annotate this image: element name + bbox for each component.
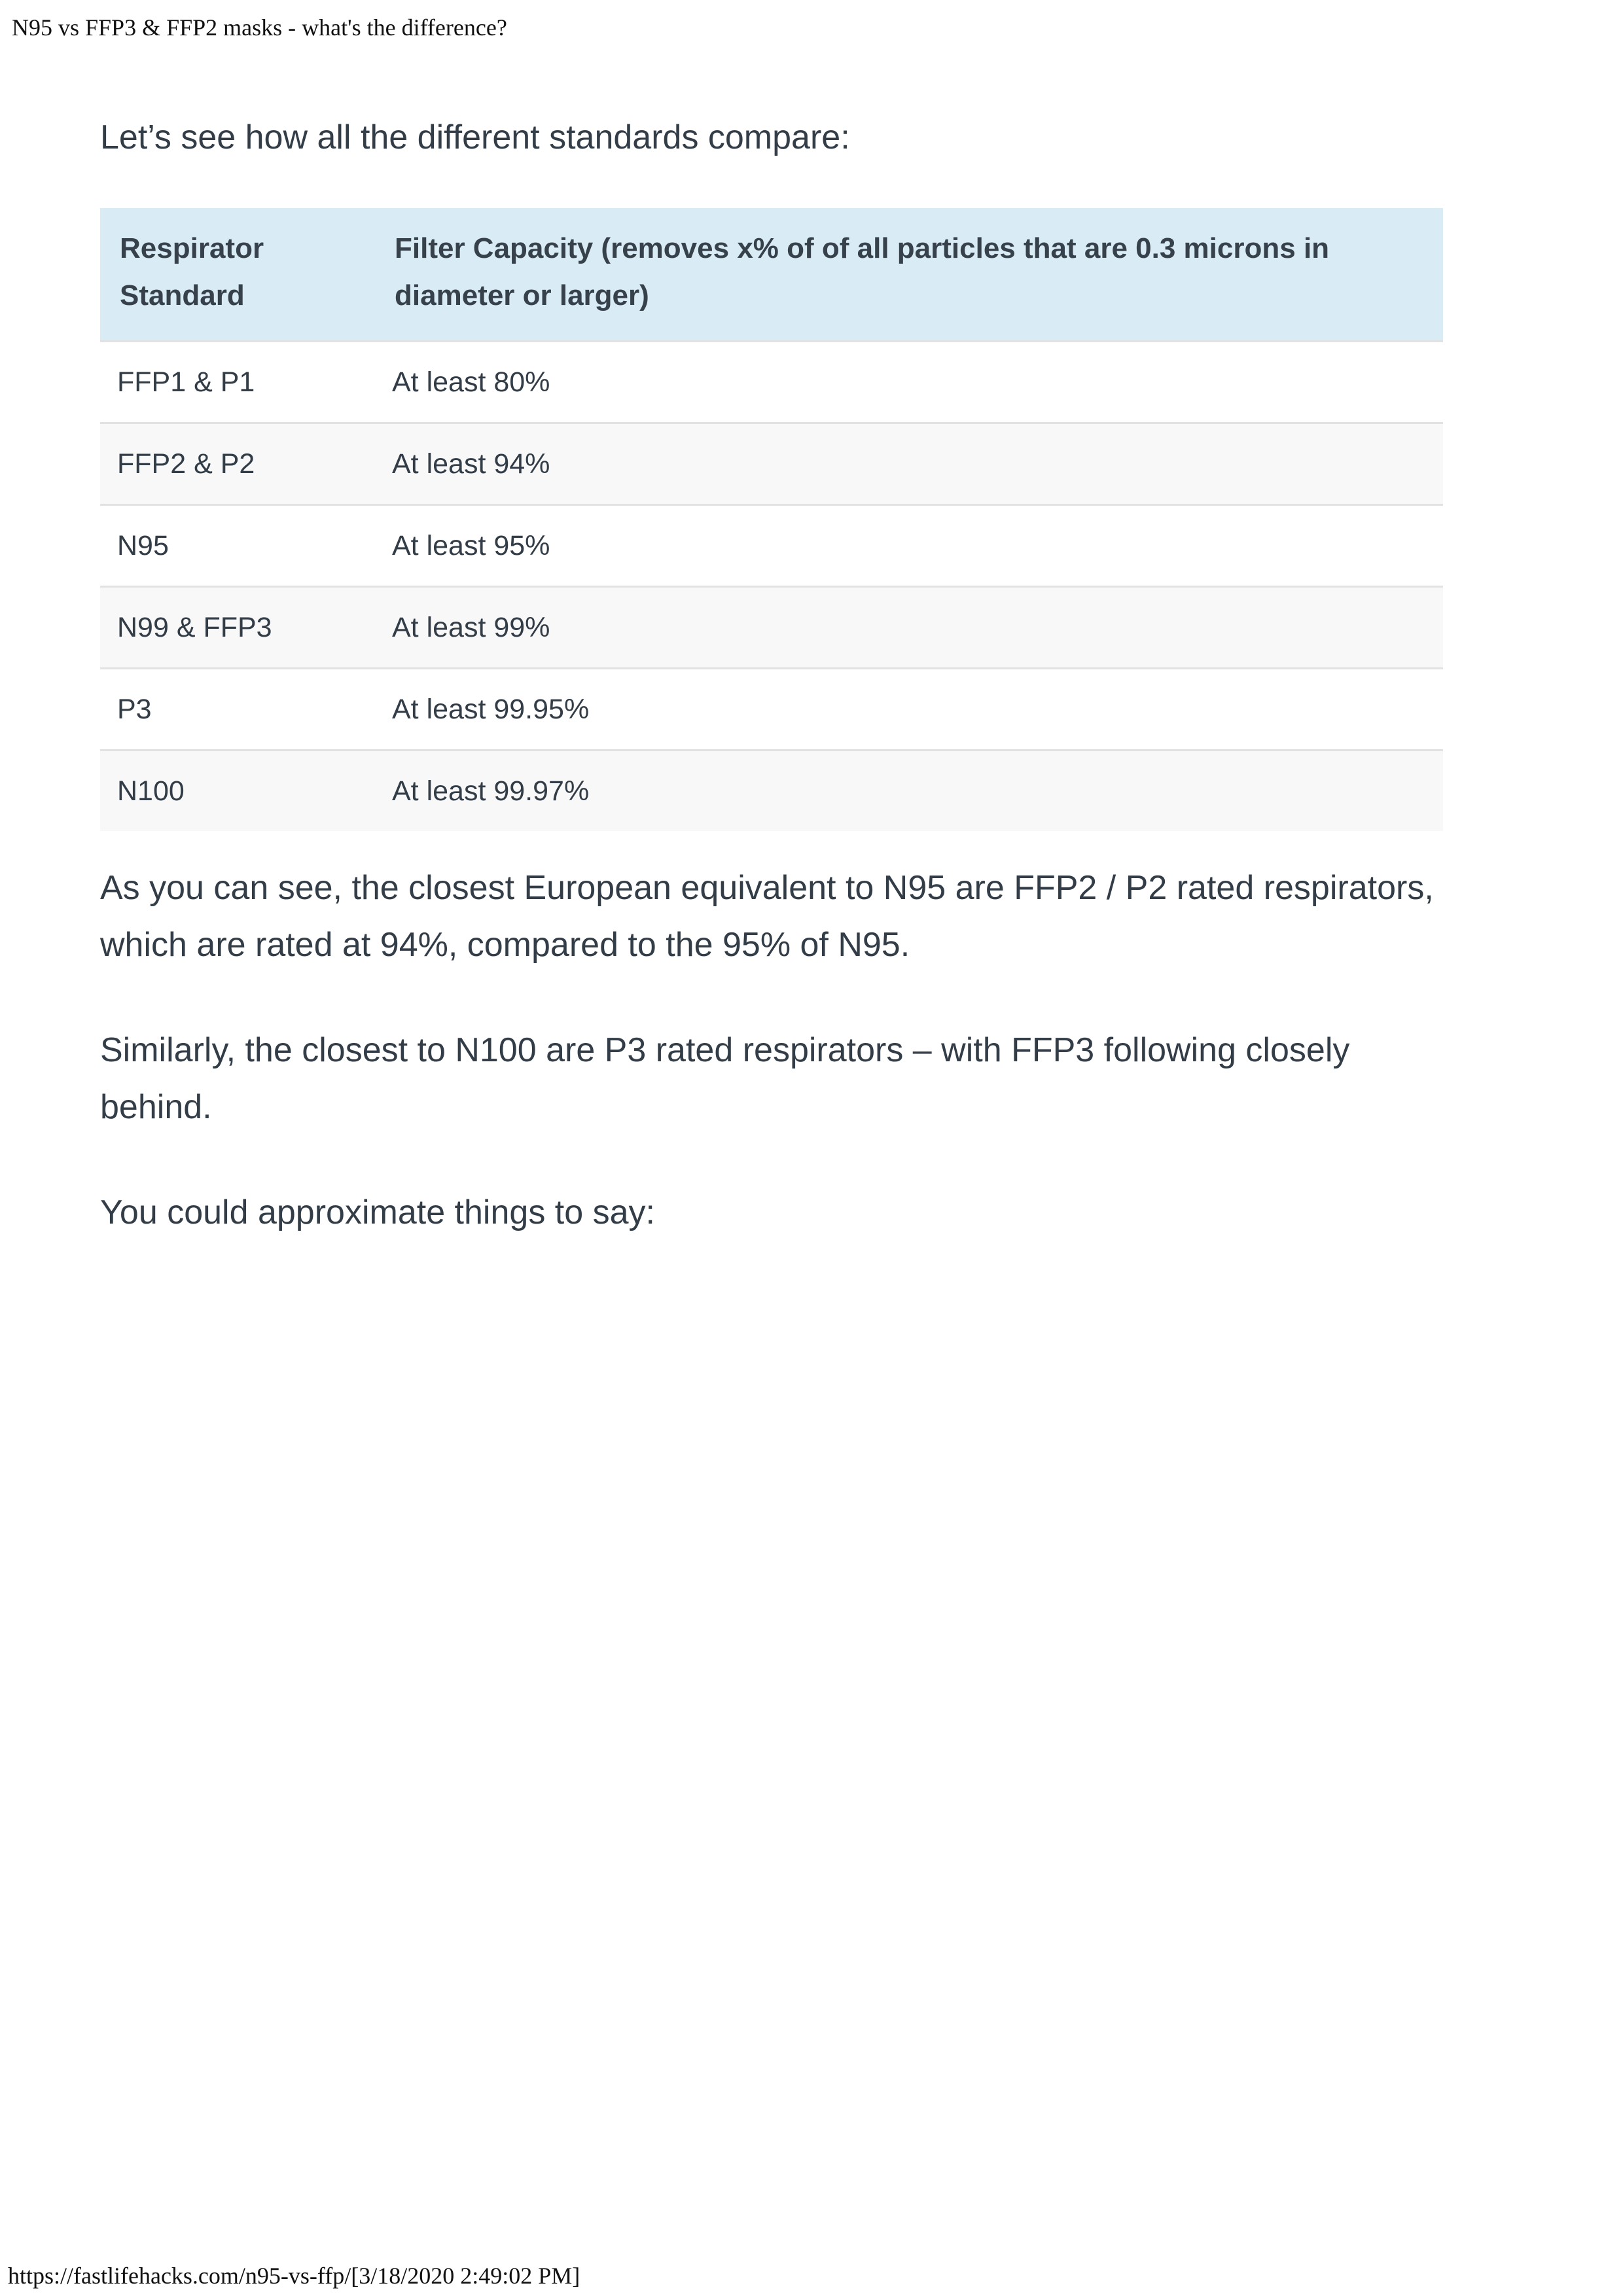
table-body xyxy=(100,342,1443,832)
respirator-standards-table xyxy=(100,208,1443,831)
intro-text: Let’s see how all the different standards compare: xyxy=(100,118,850,156)
table-row xyxy=(100,342,1443,423)
paragraph-approximation: You could approximate things to say: xyxy=(100,1193,655,1231)
header-filter-capacity: Filter Capacity (removes x% of of all particles that are 0.3 microns in diameter or larger) xyxy=(375,208,1443,342)
capacity-cell: At least 99.97% xyxy=(375,751,1443,832)
standard-cell: FFP2 & P2 xyxy=(100,423,375,505)
standard-cell: FFP1 & P1 xyxy=(100,342,375,423)
table-row xyxy=(100,423,1443,505)
standard-cell: N99 & FFP3 xyxy=(100,587,375,669)
paragraph-n100-equivalent: Similarly, the closest to N100 are P3 rated respirators – with FFP3 following closely behind. xyxy=(100,1031,1350,1126)
capacity-cell: At least 95% xyxy=(375,505,1443,587)
header-respirator-standard: Respirator Standard xyxy=(100,208,375,342)
capacity-cell: At least 94% xyxy=(375,423,1443,505)
table-row xyxy=(100,751,1443,832)
standard-cell: N95 xyxy=(100,505,375,587)
print-footer-url: https://fastlifehacks.com/n95-vs-ffp/[3/18/2020 2:49:02 PM] xyxy=(8,2263,580,2289)
paragraph-n95-equivalent: As you can see, the closest European equivalent to N95 are FFP2 / P2 rated respirators, which are rated at 94%, compared to the 95% of N95. xyxy=(100,869,1434,964)
table-header xyxy=(100,208,1443,342)
table-row xyxy=(100,587,1443,669)
table-row xyxy=(100,669,1443,751)
table-header-row xyxy=(100,208,1443,342)
standard-cell: N100 xyxy=(100,751,375,832)
capacity-cell: At least 99.95% xyxy=(375,669,1443,751)
table-row xyxy=(100,505,1443,587)
standard-cell: P3 xyxy=(100,669,375,751)
capacity-cell: At least 99% xyxy=(375,587,1443,669)
article-content xyxy=(100,115,1442,1241)
print-header-title: N95 vs FFP3 & FFP2 masks - what's the difference? xyxy=(12,14,507,41)
capacity-cell: At least 80% xyxy=(375,342,1443,423)
